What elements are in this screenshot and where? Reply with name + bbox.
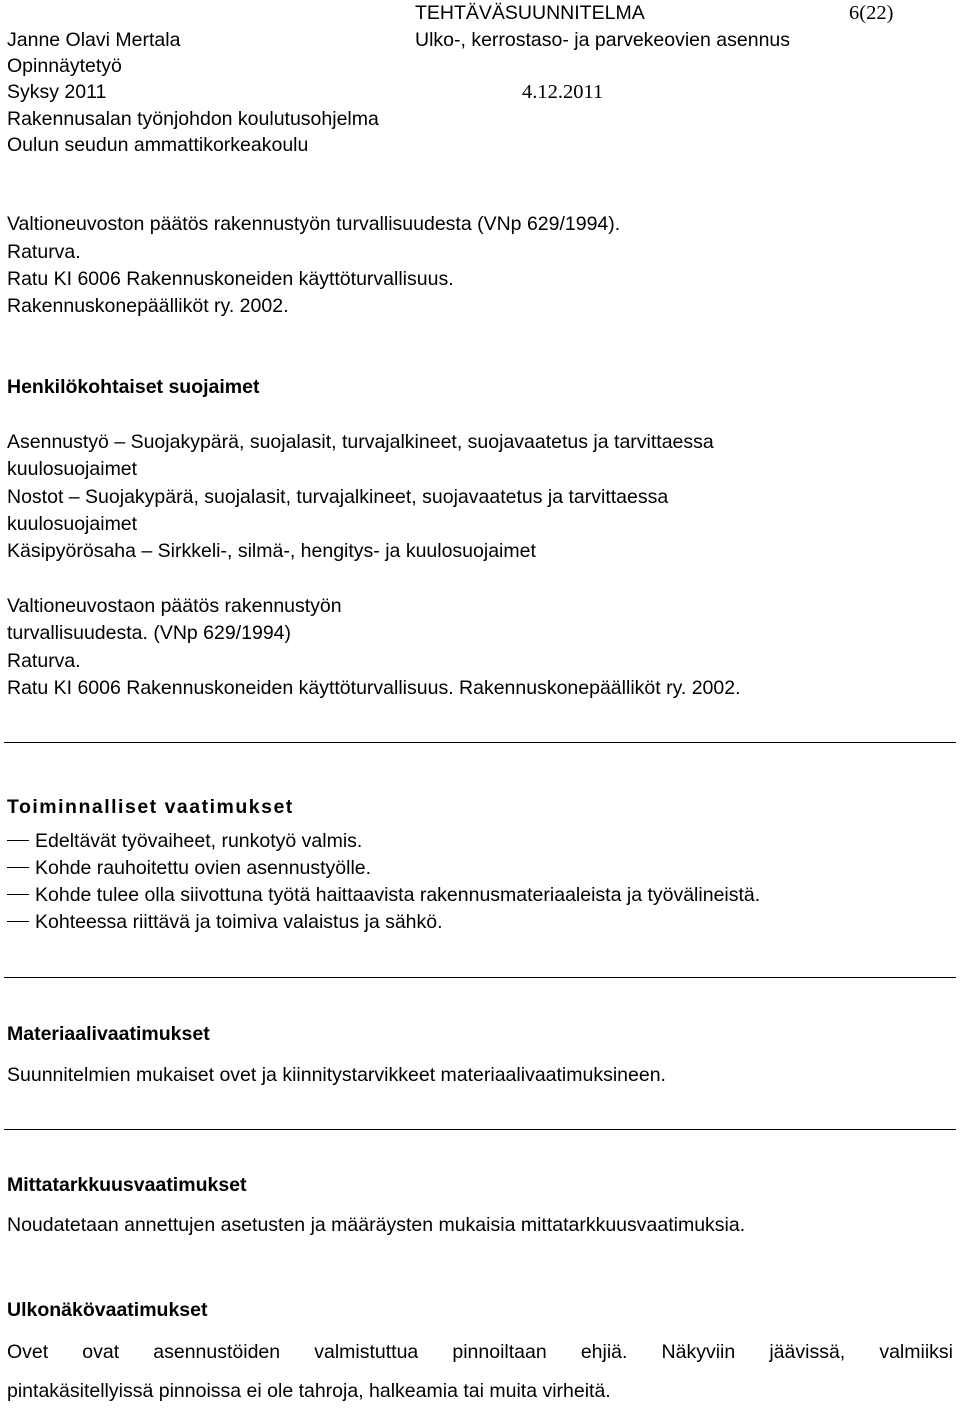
ppe-ref-line: turvallisuudesta. (VNp 629/1994) (7, 622, 291, 644)
subject: Ulko-, kerrostaso- ja parvekeovien asennus (415, 29, 791, 51)
doc-type: TEHTÄVÄSUUNNITELMA (415, 2, 645, 24)
list-item (7, 832, 362, 852)
list-item (7, 886, 760, 906)
dash-bullet (7, 840, 29, 841)
ppe-line: kuulosuojaimet (7, 513, 138, 535)
section-heading: Toiminnalliset vaatimukset (7, 796, 294, 818)
section-heading: Mittatarkkuusvaatimukset (7, 1174, 247, 1196)
term: Syksy 2011 (7, 81, 107, 103)
dash-bullet (7, 894, 29, 895)
section-heading: Materiaalivaatimukset (7, 1023, 210, 1045)
reference-line: Raturva. (7, 241, 81, 263)
section-divider (4, 742, 956, 743)
section-divider (4, 977, 956, 978)
dash-bullet (7, 921, 29, 922)
ppe-line: kuulosuojaimet (7, 458, 138, 480)
ppe-ref-line: Raturva. (7, 650, 81, 672)
date: 4.12.2011 (522, 81, 604, 103)
section-text-line: Ovet ovat asennustöiden valmistuttua pinnoiltaan ehjiä. Näkyviin jäävissä, valmiiksi (7, 1341, 953, 1363)
reference-line: Valtioneuvoston päätös rakennustyön turvallisuudesta (VNp 629/1994). (7, 213, 621, 235)
ppe-ref-line: Valtioneuvostaon päätös rakennustyön (7, 595, 342, 617)
list-item-text: Kohde tulee olla siivottuna työtä haittaavista rakennusmateriaaleista ja työvälineistä. (35, 884, 761, 906)
ppe-ref-line: Ratu KI 6006 Rakennuskoneiden käyttöturvallisuus. Rakennuskonepäälliköt ry. 2002. (7, 677, 741, 699)
reference-line: Rakennuskonepäälliköt ry. 2002. (7, 295, 289, 317)
school: Oulun seudun ammattikorkeakoulu (7, 134, 309, 156)
section-heading: Henkilökohtaiset suojaimet (7, 376, 260, 398)
list-item-text: Kohteessa riittävä ja toimiva valaistus ja sähkö. (35, 911, 443, 933)
list-item-text: Edeltävät työvaiheet, runkotyö valmis. (35, 830, 363, 852)
ppe-line: Käsipyörösaha – Sirkkeli-, silmä-, hengitys- ja kuulosuojaimet (7, 540, 536, 562)
doc-kind: Opinnäytetyö (7, 55, 122, 77)
section-text-line: pintakäsitellyissä pinnoissa ei ole tahroja, halkeamia tai muita virheitä. (7, 1380, 611, 1402)
list-item (7, 859, 371, 879)
section-text: Noudatetaan annettujen asetusten ja määräysten mukaisia mittatarkkuusvaatimuksia. (7, 1214, 746, 1236)
author: Janne Olavi Mertala (7, 29, 181, 51)
section-divider (4, 1129, 956, 1130)
section-heading: Ulkonäkövaatimukset (7, 1299, 208, 1321)
reference-line: Ratu KI 6006 Rakennuskoneiden käyttöturvallisuus. (7, 268, 454, 290)
program: Rakennusalan työnjohdon koulutusohjelma (7, 108, 379, 130)
list-item (7, 913, 443, 933)
ppe-line: Nostot – Suojakypärä, suojalasit, turvajalkineet, suojavaatetus ja tarvittaessa (7, 486, 669, 508)
ppe-line: Asennustyö – Suojakypärä, suojalasit, turvajalkineet, suojavaatetus ja tarvittaessa (7, 431, 714, 453)
page-number: 6(22) (849, 2, 894, 24)
list-item-text: Kohde rauhoitettu ovien asennustyölle. (35, 857, 372, 879)
dash-bullet (7, 867, 29, 868)
section-text: Suunnitelmien mukaiset ovet ja kiinnitystarvikkeet materiaalivaatimuksineen. (7, 1064, 666, 1086)
